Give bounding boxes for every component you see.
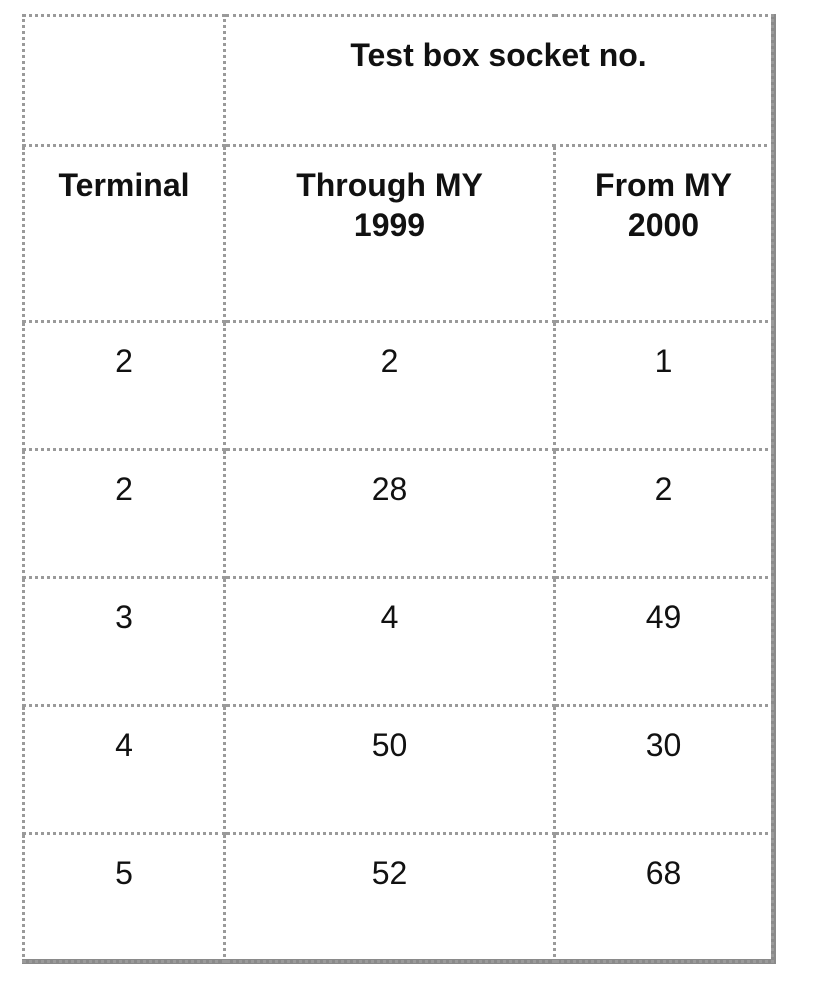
through-1999-cell: 2 <box>225 322 555 450</box>
terminal-cell: 2 <box>24 322 225 450</box>
from-2000-cell: 68 <box>555 834 773 962</box>
socket-table <box>22 14 774 963</box>
through-1999-cell: 52 <box>225 834 555 962</box>
through-1999-cell: 28 <box>225 450 555 578</box>
terminal-cell: 3 <box>24 578 225 706</box>
column-header-text: From MY 2000 <box>595 167 732 243</box>
table-row <box>24 834 773 962</box>
through-1999-cell: 4 <box>225 578 555 706</box>
column-header-through-my-1999 <box>225 146 555 322</box>
group-header-cell: Test box socket no. <box>225 16 773 146</box>
group-header-row <box>24 16 773 146</box>
table-row <box>24 450 773 578</box>
table-row <box>24 578 773 706</box>
from-2000-cell: 49 <box>555 578 773 706</box>
table-row <box>24 706 773 834</box>
from-2000-cell: 2 <box>555 450 773 578</box>
terminal-cell: 4 <box>24 706 225 834</box>
from-2000-cell: 30 <box>555 706 773 834</box>
from-2000-cell: 1 <box>555 322 773 450</box>
terminal-cell: 5 <box>24 834 225 962</box>
terminal-cell: 2 <box>24 450 225 578</box>
column-header-terminal: Terminal <box>24 146 225 322</box>
table-row <box>24 322 773 450</box>
through-1999-cell: 50 <box>225 706 555 834</box>
table-frame <box>22 14 776 964</box>
column-header-text: Through MY 1999 <box>296 167 483 243</box>
column-header-from-my-2000 <box>555 146 773 322</box>
column-header-row <box>24 146 773 322</box>
empty-corner-cell <box>24 16 225 146</box>
